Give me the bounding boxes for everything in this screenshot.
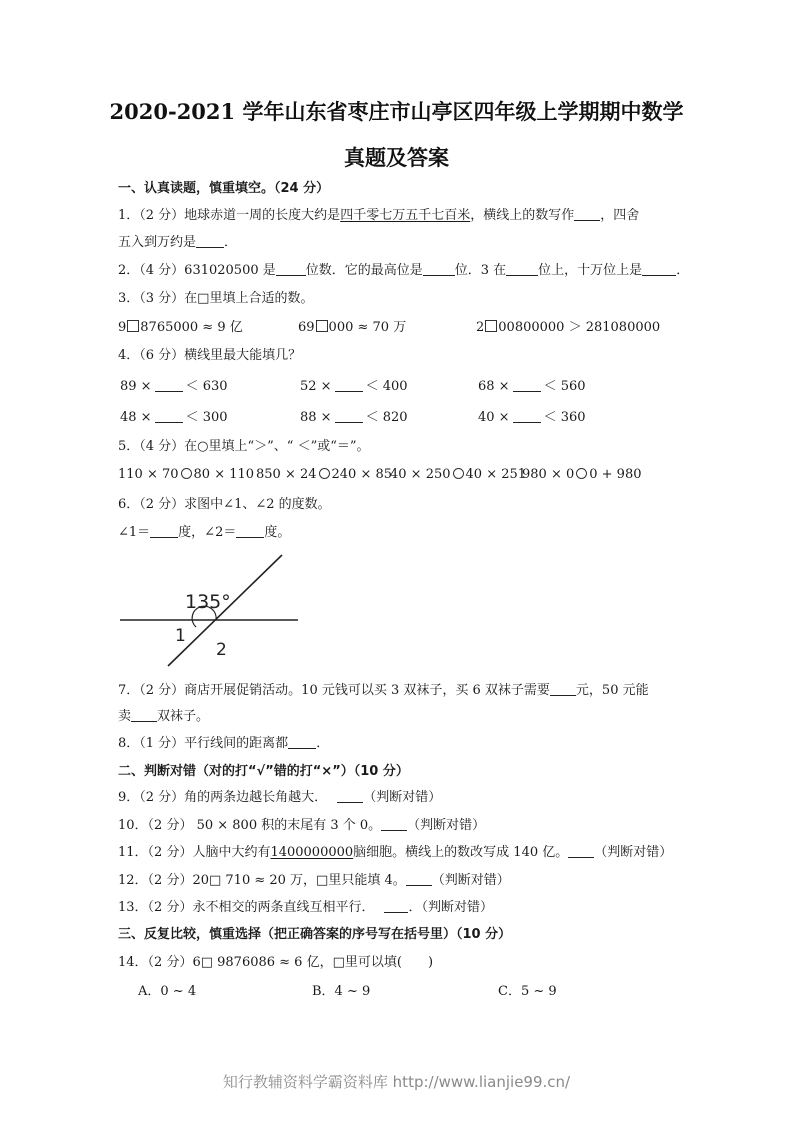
q4-r1-c1: 89 × ＜ 630 xyxy=(120,379,228,394)
answer-blank[interactable] xyxy=(642,263,676,276)
question-4: 4．（6 分）横线里最大能填几？ xyxy=(118,348,302,363)
q4-r2-c3: 40 × ＜ 360 xyxy=(478,410,586,425)
answer-blank[interactable] xyxy=(335,410,363,423)
answer-blank[interactable] xyxy=(574,208,600,221)
option-a[interactable]: A．0 ~ 4 xyxy=(138,984,197,999)
question-1-line-1: 1．（2 分）地球赤道一周的长度大约是四千零七万五千七百米，横线上的数写作 ，四舍 xyxy=(118,208,640,223)
footer-watermark: 知行教辅资料学霸资料库 http://www.lianjie99.cn/ xyxy=(222,1073,571,1091)
q4-r2-c1: 48 × ＜ 300 xyxy=(120,410,228,425)
question-12: 12．（2 分）20□ 710 ≈ 20 万，□里只能填 4。 （判断对错） xyxy=(118,873,510,888)
q3-item-3: 2 00800000 ＞ 281080000 xyxy=(476,320,661,335)
option-b[interactable]: B．4 ~ 9 xyxy=(312,984,371,999)
question-5: 5．（4 分）在○里填上“＞”、“ ＜”或“＝”。 xyxy=(118,439,370,454)
answer-blank[interactable] xyxy=(150,525,178,538)
angle-1-label: 1 xyxy=(175,626,186,646)
answer-blank[interactable] xyxy=(384,900,408,913)
answer-blank[interactable] xyxy=(155,410,183,423)
answer-blank[interactable] xyxy=(506,263,538,276)
question-10: 10．（2 分） 50 × 800 积的末尾有 3 个 0。 （判断对错） xyxy=(118,818,486,833)
section-3-header: 三、反复比较，慎重选择（把正确答案的序号写在括号里）（10 分） xyxy=(118,927,512,942)
angle-2-label: 2 xyxy=(216,640,227,660)
fill-box[interactable] xyxy=(127,320,139,332)
answer-blank[interactable] xyxy=(381,818,407,831)
answer-blank[interactable] xyxy=(513,410,541,423)
answer-blank[interactable] xyxy=(288,736,316,749)
answer-blank[interactable] xyxy=(337,790,363,803)
question-3: 3．（3 分）在□里填上合适的数。 xyxy=(118,291,314,306)
q3-item-1: 9 8765000 ≈ 9 亿 xyxy=(118,320,243,335)
q5-expr-1: 110 × 70 80 × 110 xyxy=(118,467,255,482)
underlined-number-text: 1400000000 xyxy=(270,845,354,860)
q5-expr-2: 850 × 24 240 × 85 xyxy=(256,467,393,482)
document-title: 2020-2021 学年山东省枣庄市山亭区四年级上学期期中数学 xyxy=(109,99,684,124)
question-6-answer: ∠1＝ 度，∠2＝ 度。 xyxy=(118,525,291,540)
underlined-number-text: 四千零七万五千七百米 xyxy=(340,208,471,223)
answer-blank[interactable] xyxy=(335,379,363,392)
answer-blank[interactable] xyxy=(236,525,264,538)
answer-blank[interactable] xyxy=(550,683,576,696)
answer-blank[interactable] xyxy=(155,379,183,392)
angle-figure xyxy=(115,552,315,672)
q3-item-2: 69 000 ≈ 70 万 xyxy=(298,320,407,335)
document-subtitle: 真题及答案 xyxy=(344,145,449,170)
question-13: 13．（2 分）永不相交的两条直线互相平行． ．（判断对错） xyxy=(118,900,493,915)
question-7-line-1: 7．（2 分）商店开展促销活动。10 元钱可以买 3 双袜子，买 6 双袜子需要 元，50 元能 xyxy=(118,683,649,698)
answer-blank[interactable] xyxy=(406,873,432,886)
answer-blank[interactable] xyxy=(276,263,306,276)
q5-expr-3: 40 × 250 40 × 251 xyxy=(390,467,527,482)
section-2-header: 二、判断对错（对的打“√”错的打“×”）（10 分） xyxy=(118,764,409,779)
compare-circle[interactable] xyxy=(576,468,587,479)
section-1-header: 一、认真读题，慎重填空。（24 分） xyxy=(118,181,330,196)
option-c[interactable]: C．5 ~ 9 xyxy=(498,984,557,999)
question-6: 6．（2 分）求图中∠1、∠2 的度数。 xyxy=(118,497,331,512)
answer-blank[interactable] xyxy=(131,709,157,722)
compare-circle[interactable] xyxy=(319,468,330,479)
q4-r1-c2: 52 × ＜ 400 xyxy=(300,379,408,394)
compare-circle[interactable] xyxy=(181,468,192,479)
question-9: 9．（2 分）角的两条边越长角越大． （判断对错） xyxy=(118,790,442,805)
question-7-line-2: 卖 双袜子。 xyxy=(118,709,210,724)
question-11: 11．（2 分）人脑中大约有1400000000脑细胞。横线上的数改写成 140 亿。 （判断对错） xyxy=(118,845,673,860)
question-2: 2．（4 分）631020500 是 位数．它的最高位是 位．3 在 位上，十万位上是 ． xyxy=(118,263,690,278)
question-1-line-2: 五入到万约是 ． xyxy=(118,235,238,250)
question-14: 14．（2 分）6□ 9876086 ≈ 6 亿，□里可以填( ) xyxy=(118,955,434,970)
answer-blank[interactable] xyxy=(513,379,541,392)
q4-r2-c2: 88 × ＜ 820 xyxy=(300,410,408,425)
question-8: 8．（1 分）平行线间的距离都 ． xyxy=(118,736,330,751)
compare-circle[interactable] xyxy=(453,468,464,479)
answer-blank[interactable] xyxy=(423,263,455,276)
fill-box[interactable] xyxy=(485,320,497,332)
q5-expr-4: 980 × 0 0 + 980 xyxy=(522,467,642,482)
angle-135-label: 135° xyxy=(185,591,231,613)
answer-blank[interactable] xyxy=(568,845,594,858)
fill-box[interactable] xyxy=(316,320,328,332)
answer-blank[interactable] xyxy=(196,235,224,248)
q4-r1-c3: 68 × ＜ 560 xyxy=(478,379,586,394)
